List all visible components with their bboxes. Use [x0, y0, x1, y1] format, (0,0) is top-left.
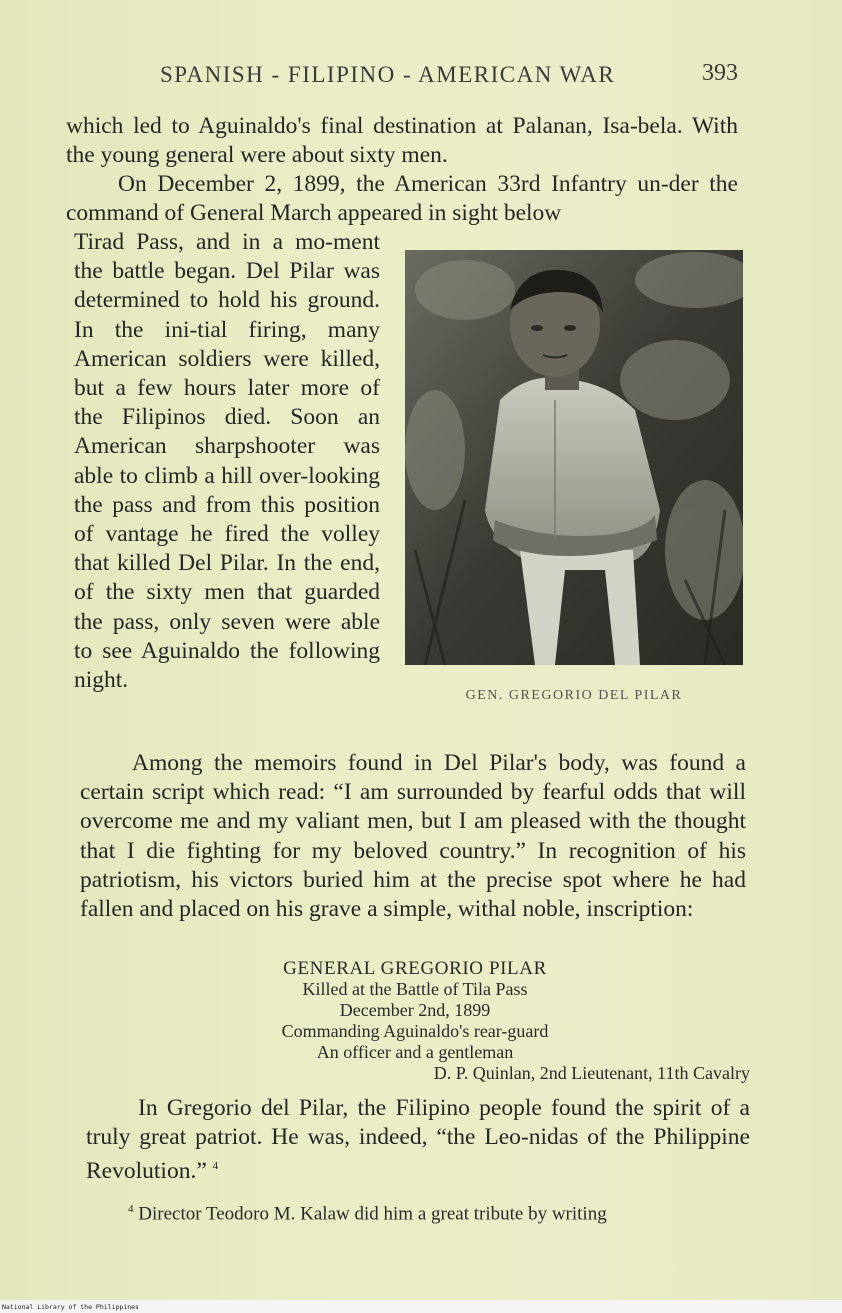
paragraph-4-text: In Gregorio del Pilar, the Filipino people found the spirit of a truly great patriot. He was, indeed, “the Leo-nidas of the Philippine Revolution.” — [86, 1095, 750, 1185]
portrait-photo — [405, 250, 743, 665]
inscription-line-3: December 2nd, 1899 — [339, 1000, 491, 1020]
inscription-line-5: An officer and a gentleman — [316, 1042, 514, 1062]
library-stamp: National Library of the Philippines — [2, 1303, 139, 1311]
portrait-photo-image — [405, 250, 743, 665]
photo-caption: GEN. GREGORIO DEL PILAR — [465, 688, 683, 703]
paragraph-1: which led to Aguinaldo's final destination at Palanan, Isa-bela. With the young general were about sixty men. — [66, 113, 738, 169]
inscription-line-2: Killed at the Battle of Tila Pass — [302, 979, 528, 999]
inscription-line-6: D. P. Quinlan, 2nd Lieutenant, 11th Cavalry — [433, 1063, 750, 1083]
paragraph-2-beside-photo: Tirad Pass, and in a mo-ment the battle began. Del Pilar was determined to hold his ground. In the ini-tial firing, many American soldiers were killed, but a few hours later more of the Filipinos died. Soon an American sharpshooter was able to climb a hill over-looking the pass and from this position of vantage he fired the volley that killed Del Pilar. In the end, of the sixty men that guarded the pass, only seven were able to see Aguinaldo the following night. — [74, 229, 380, 694]
running-head-title: SPANISH - FILIPINO - AMERICAN WAR — [160, 62, 616, 87]
inscription-line-4: Commanding Aguinaldo's rear-guard — [281, 1021, 549, 1041]
paragraph-4 — [86, 1094, 750, 1186]
footnote-reference: 4 — [212, 1160, 219, 1173]
paragraph-3: Among the memoirs found in Del Pilar's body, was found a certain script which read: “I am surrounded by fearful odds that will overcome me and my valiant men, but I am pleased with the thought that I die fighting for my beloved country.” In recognition of his patriotism, his victors buried him at the precise spot where he had fallen and placed on his grave a simple, withal noble, inscription: — [80, 750, 746, 923]
inscription-line-1: GENERAL GREGORIO PILAR — [283, 958, 547, 979]
page-number: 393 — [702, 60, 738, 86]
footnote — [128, 1196, 758, 1227]
paragraph-2-full-width: On December 2, 1899, the American 33rd Infantry un-der the command of General March appeared in sight below — [66, 171, 738, 227]
footnote-marker: 4 — [128, 1203, 134, 1215]
running-head — [160, 60, 750, 92]
footnote-text: Director Teodoro M. Kalaw did him a great tribute by writing — [138, 1203, 607, 1225]
